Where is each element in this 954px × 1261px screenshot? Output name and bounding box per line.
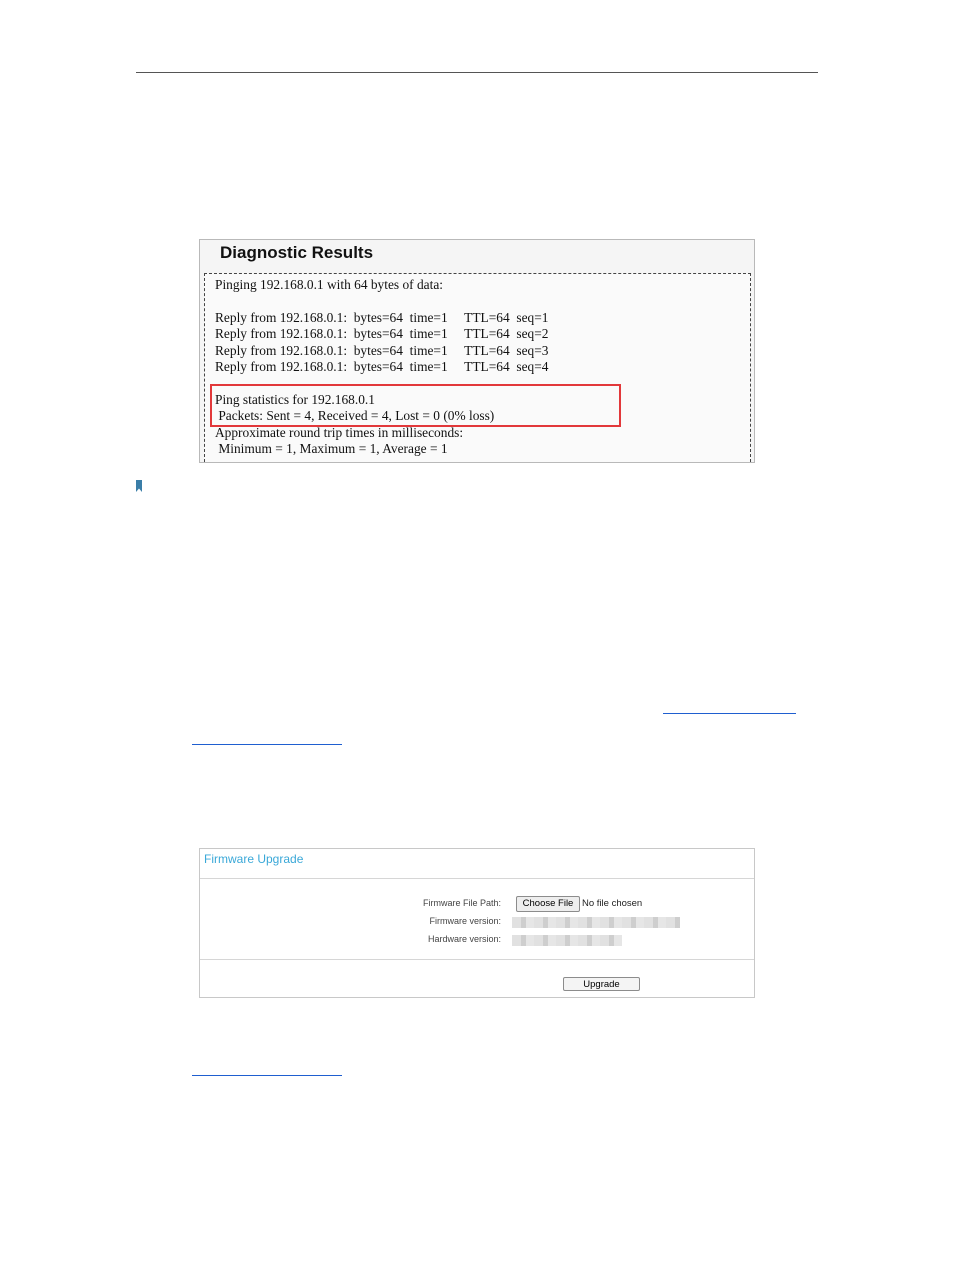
console-line: Reply from 192.168.0.1: bytes=64 time=1 TTL=64 seq=4 bbox=[215, 359, 549, 374]
console-line: Reply from 192.168.0.1: bytes=64 time=1 TTL=64 seq=2 bbox=[215, 326, 549, 341]
no-file-chosen-text: No file chosen bbox=[582, 898, 643, 909]
console-line: Reply from 192.168.0.1: bytes=64 time=1 TTL=64 seq=1 bbox=[215, 310, 549, 325]
hyperlink[interactable] bbox=[663, 713, 796, 714]
diagnostic-output bbox=[204, 273, 751, 462]
firmware-file-path-label: Firmware File Path: bbox=[422, 898, 501, 908]
diagnostic-results-panel bbox=[199, 239, 755, 463]
ping-statistics-highlight bbox=[210, 384, 621, 427]
console-line: Reply from 192.168.0.1: bytes=64 time=1 TTL=64 seq=3 bbox=[215, 343, 549, 358]
firmware-version-value-blurred bbox=[512, 917, 680, 928]
console-line: Approximate round trip times in milliseconds: bbox=[215, 425, 464, 440]
console-line: Packets: Sent = 4, Received = 4, Lost = 0 (0% loss) bbox=[215, 408, 495, 423]
hyperlink[interactable] bbox=[192, 744, 342, 745]
bookmark-icon bbox=[136, 480, 142, 492]
hardware-version-value-blurred bbox=[512, 935, 622, 946]
divider bbox=[200, 959, 754, 960]
divider bbox=[200, 878, 754, 879]
choose-file-button[interactable]: Choose File bbox=[516, 896, 580, 912]
firmware-version-label: Firmware version: bbox=[429, 916, 501, 926]
diagnostic-title: Diagnostic Results bbox=[220, 243, 374, 262]
hyperlink[interactable] bbox=[192, 1075, 342, 1076]
console-line: Minimum = 1, Maximum = 1, Average = 1 bbox=[215, 441, 448, 456]
upgrade-button[interactable]: Upgrade bbox=[563, 977, 640, 991]
console-line: Ping statistics for 192.168.0.1 bbox=[215, 392, 375, 407]
console-line: Pinging 192.168.0.1 with 64 bytes of data: bbox=[215, 277, 444, 292]
firmware-upgrade-title: Firmware Upgrade bbox=[204, 852, 304, 866]
hardware-version-label: Hardware version: bbox=[427, 934, 501, 944]
firmware-upgrade-panel bbox=[199, 848, 755, 998]
header-rule bbox=[136, 72, 818, 73]
